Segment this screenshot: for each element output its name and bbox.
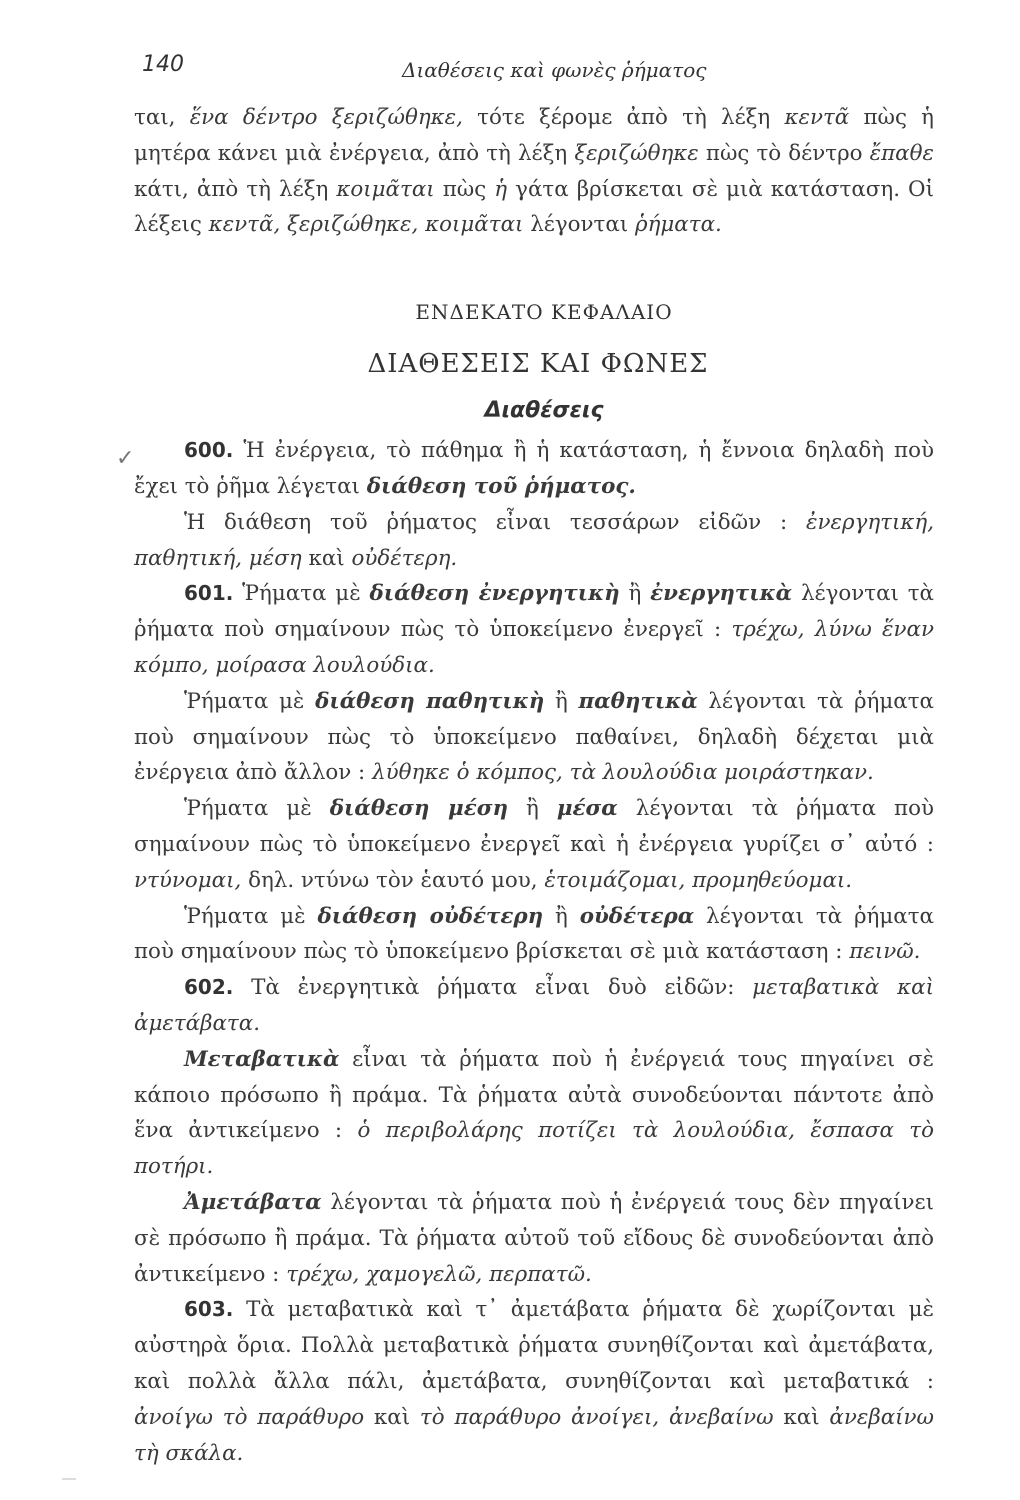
paragraph-number: 601. bbox=[184, 581, 234, 606]
paragraph-601-passive: Ῥήματα μὲ διάθεση παθητικὴ ἢ παθητικὰ λέγονται τὰ ῥήματα ποὺ σημαίνουν πὼς τὸ ὑποκείμενο παθαίνει, δηλαδὴ δέχεται μιὰ ἐνέργεια ἀπὸ ἄλλον : λύθηκε ὁ κόμπος, τὰ λουλούδια μοιράστηκαν. bbox=[134, 688, 934, 786]
paragraph-602-intransitive: Ἀμετάβατα λέγονται τὰ ῥήματα ποὺ ἡ ἐνέργειά τους δὲν πηγαίνει σὲ πρόσωπο ἢ πράμα. Τὰ ῥήματα αὐτοῦ τοῦ εἴδους δὲ συνοδεύονται ἀπὸ ἀντικείμενο : τρέχω, χαμογελῶ, περπατῶ. bbox=[134, 1189, 934, 1287]
paragraph-600-types: Ἡ διάθεση τοῦ ῥήματος εἶναι τεσσάρων εἰδῶν : ἐνεργητική, παθητική, μέση καὶ οὐδέτερη. bbox=[134, 509, 934, 571]
paragraph-603: 603. Τὰ μεταβατικὰ καὶ τ᾿ ἀμετάβατα ῥήματα δὲ χωρίζονται μὲ αὐστηρὰ ὅρια. Πολλὰ μεταβατικὰ ῥήματα συνηθίζονται καὶ ἀμετάβατα, καὶ πολλὰ ἄλλα πάλι, ἀμετάβατα, συνηθίζονται καὶ μεταβατικά : ἀνοίγω τὸ παράθυρο καὶ τὸ παράθυρο ἀνοίγει, ἀνεβαίνω καὶ ἀνεβαίνω τὴ σκάλα. bbox=[134, 1297, 934, 1466]
intro-paragraph: ται, ἕνα δέντρο ξεριζώθηκε, τότε ξέρομε ἀπὸ τὴ λέξη κεντᾶ πὼς ἡ μητέρα κάνει μιὰ ἐνέργεια, ἀπὸ τὴ λέξη ξεριζώθηκε πὼς τὸ δέντρο ἔπαθε κάτι, ἀπὸ τὴ λέξη κοιμᾶται πὼς ἡ γάτα βρίσκεται σὲ μιὰ κατάσταση. Οἱ λέξεις κεντᾶ, ξεριζώθηκε, κοιμᾶται λέγονται ῥήματα. bbox=[134, 105, 934, 238]
paragraph-602-transitive: Μεταβατικὰ εἶναι τὰ ῥήματα ποὺ ἡ ἐνέργειά τους πηγαίνει σὲ κάποιο πρόσωπο ἢ πράμα. Τὰ ῥήματα αὐτὰ συνοδεύονται πάντοτε ἀπὸ ἕνα ἀντικείμενο : ὁ περιβολάρης ποτίζει τὰ λουλούδια, ἔσπασα τὸ ποτήρι. bbox=[134, 1046, 935, 1180]
paragraph-602: 602. Τὰ ἐνεργητικὰ ῥήματα εἶναι δυὸ εἰδῶν: μεταβατικὰ καὶ ἀμετάβατα. bbox=[134, 975, 934, 1036]
section-title: Διαθέσεις bbox=[484, 398, 604, 424]
page-number: 140 bbox=[142, 52, 184, 77]
paragraph-601-neutral: Ῥήματα μὲ διάθεση οὐδέτερη ἢ οὐδέτερα λέγονται τὰ ῥήματα ποὺ σημαίνουν πὼς τὸ ὑποκείμενο βρίσκεται σὲ μιὰ κατάσταση : πεινῶ. bbox=[134, 903, 934, 965]
paragraph-601-middle: Ῥήματα μὲ διάθεση μέση ἢ μέσα λέγονται τὰ ῥήματα ποὺ σημαίνουν πὼς τὸ ὑποκείμενο ἐνεργεῖ καὶ ἡ ἐνέργεια γυρίζει σ᾿ αὐτό : ντύνομαι, δηλ. ντύνω τὸν ἑαυτό μου, ἑτοιμάζομαι, προμηθεύομαι. bbox=[134, 796, 934, 893]
page-body bbox=[134, 100, 934, 1471]
paragraph-600: 600. Ἡ ἐνέργεια, τὸ πάθημα ἢ ἡ κατάσταση, ἡ ἔννοια δηλαδὴ ποὺ ἔχει τὸ ῥῆμα λέγεται διάθεση τοῦ ῥήματος. bbox=[134, 438, 934, 499]
running-title: Διαθέσεις καὶ φωνὲς ῥήματος bbox=[402, 58, 707, 82]
paragraph-601: 601. Ῥήματα μὲ διάθεση ἐνεργητικὴ ἢ ἐνεργητικὰ λέγονται τὰ ῥήματα ποὺ σημαίνουν πὼς τὸ ὑποκείμενο ἐνεργεῖ : τρέχω, λύνω ἕναν κόμπο, μοίρασα λουλούδια. bbox=[134, 581, 934, 678]
scan-speck bbox=[62, 1478, 76, 1480]
paragraph-number: 602. bbox=[184, 975, 234, 1000]
chapter-title: ΔΙΑΘΕΣΕΙΣ ΚΑΙ ΦΩΝΕΣ bbox=[367, 349, 709, 380]
margin-check-mark: ✓ bbox=[116, 446, 135, 471]
paragraph-number: 600. bbox=[184, 438, 234, 463]
running-head bbox=[142, 52, 942, 88]
chapter-label: ΕΝΔΕΚΑΤΟ ΚΕΦΑΛΑΙΟ bbox=[415, 300, 673, 325]
paragraph-number: 603. bbox=[184, 1297, 234, 1322]
